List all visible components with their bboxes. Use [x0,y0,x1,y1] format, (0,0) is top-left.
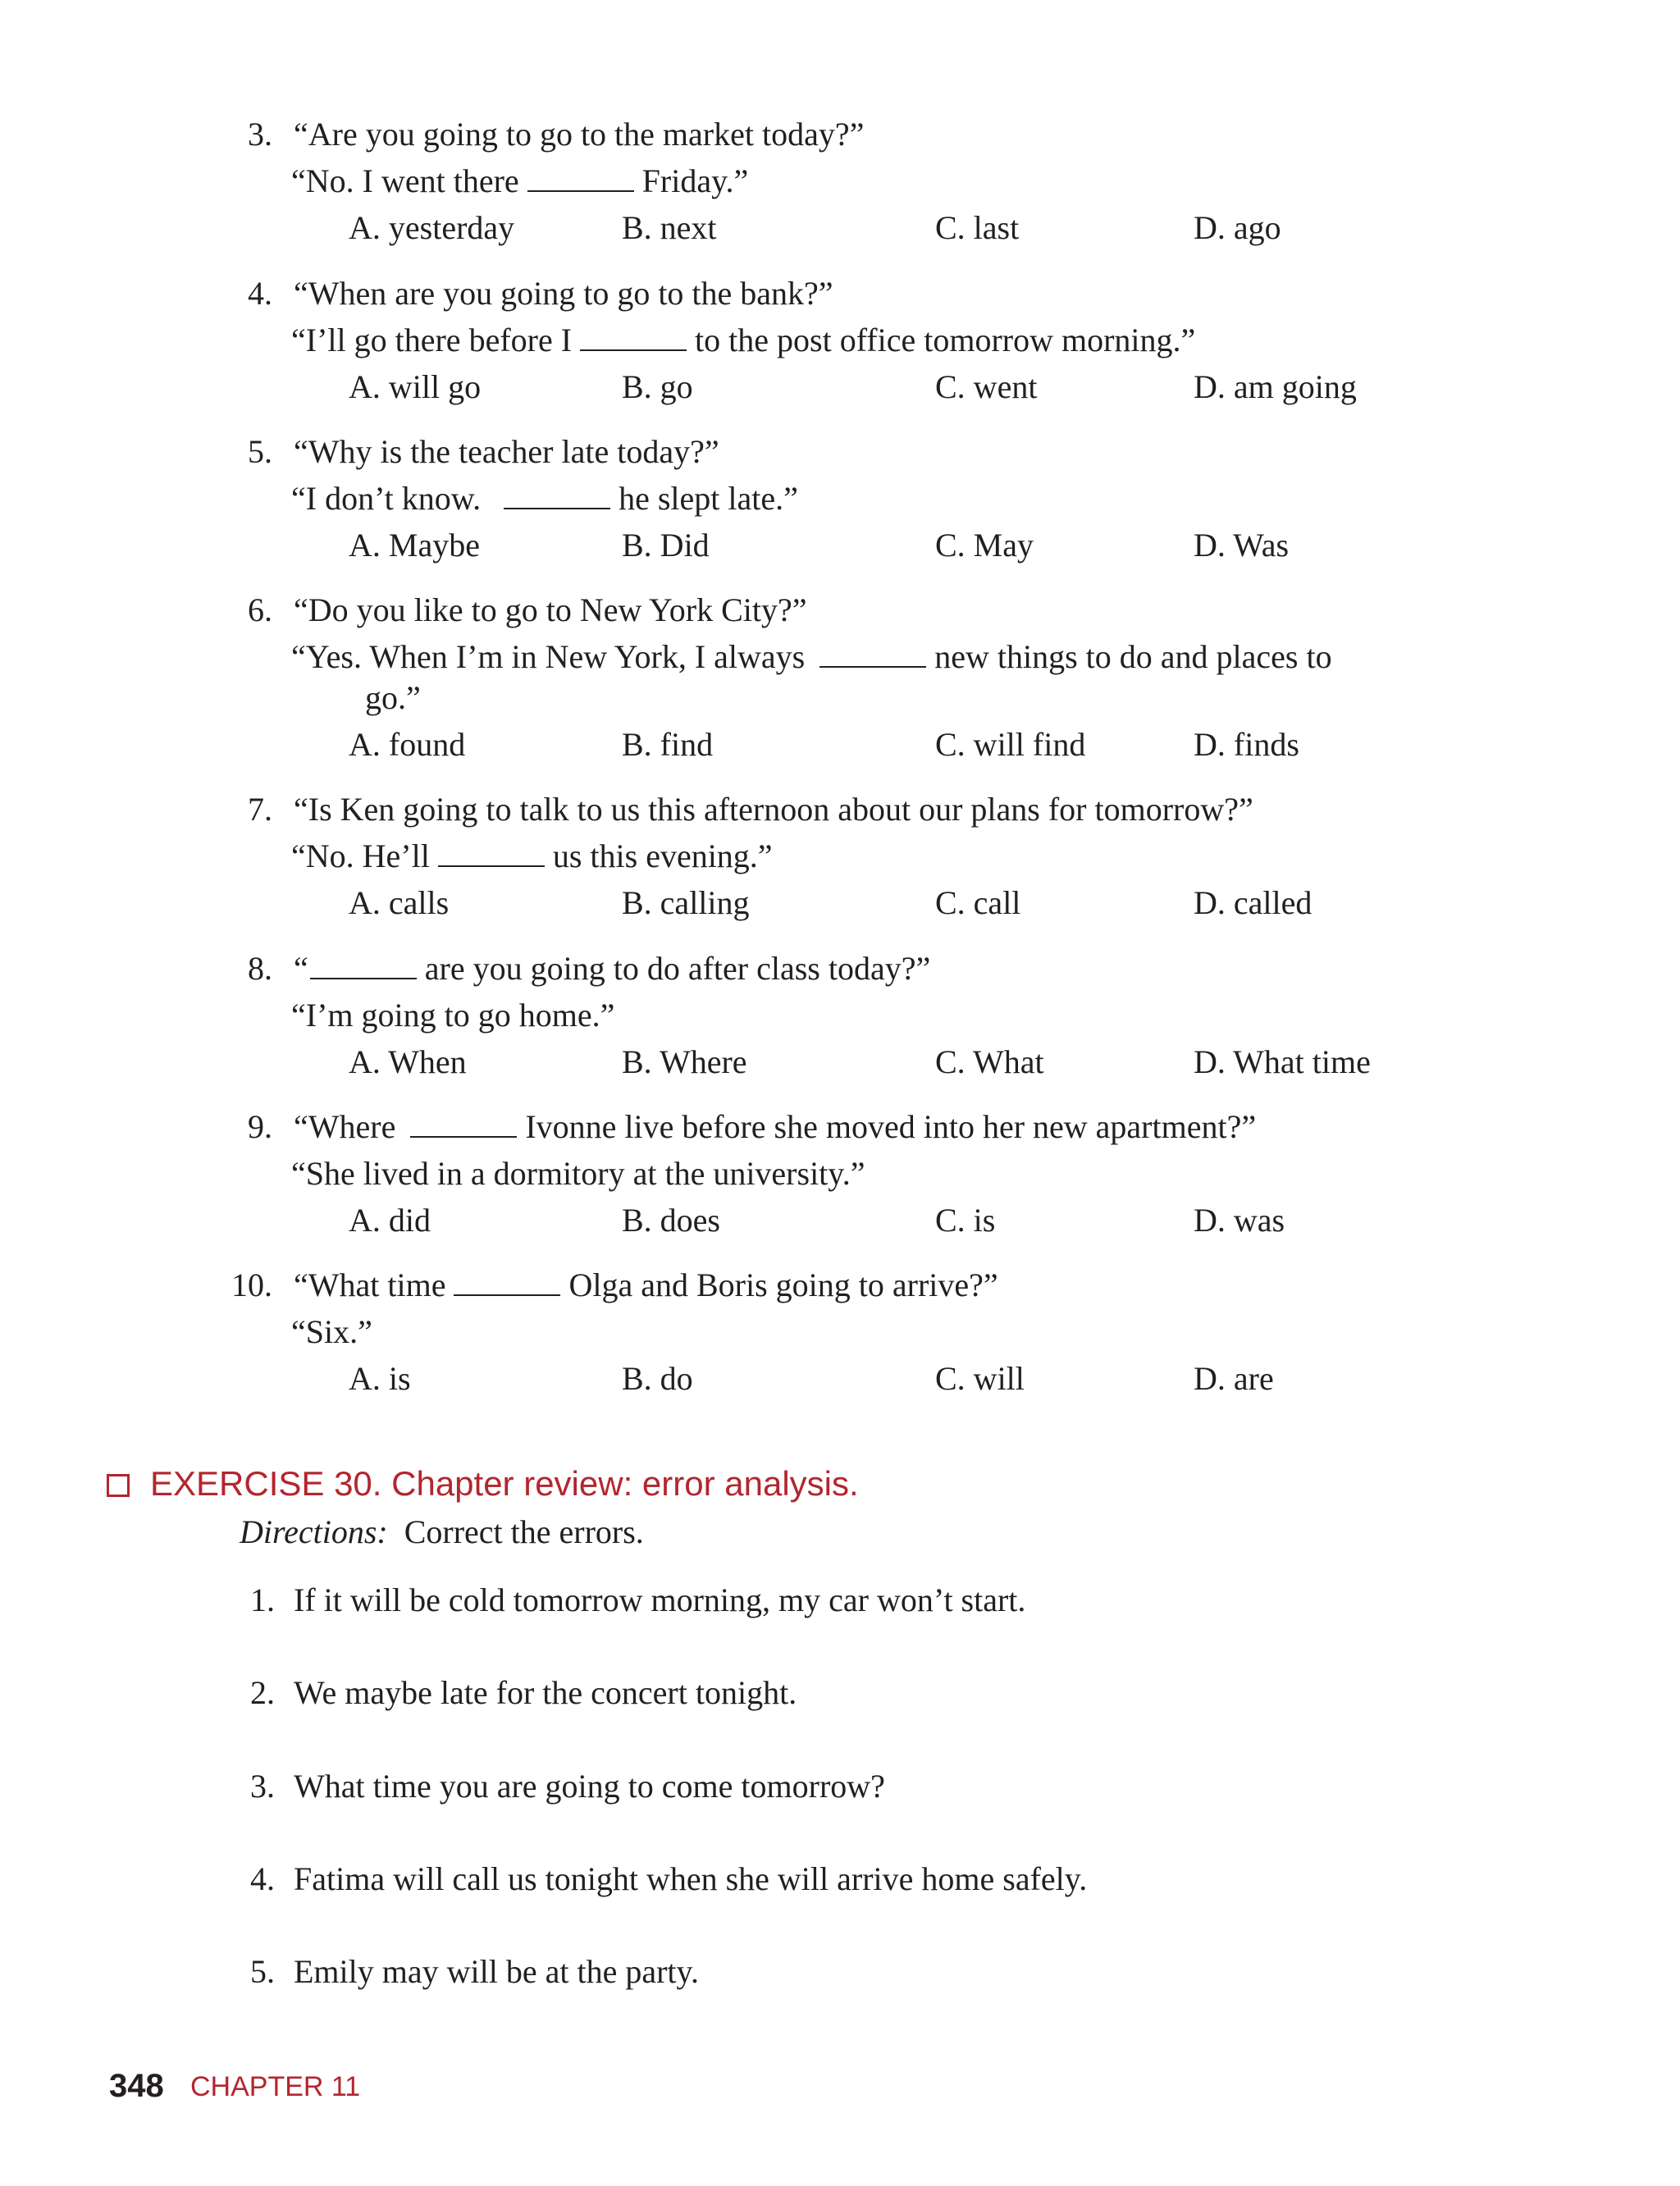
error-sentence[interactable]: If it will be cold tomorrow morning, my car won’t start. [294,1581,1026,1618]
option-d[interactable]: D. am going [1194,368,1357,405]
question-prompt: “Where Ivonne live before she moved into her new apartment?” [294,1108,1257,1145]
question-number: 7. [248,791,272,828]
question-prompt: “ are you going to do after class today?” [294,950,931,987]
question-prompt: “What time Olga and Boris going to arrive?” [294,1266,998,1303]
option-b[interactable]: B. does [622,1202,720,1239]
question-prompt: “When are you going to go to the bank?” [294,275,833,312]
error-sentence[interactable]: Fatima will call us tonight when she will arrive home safely. [294,1860,1088,1897]
question-prompt: “Are you going to go to the market today?” [294,116,865,153]
option-a[interactable]: A. When [349,1043,467,1080]
question-response: “I don’t know. he slept late.” [291,480,798,517]
directions [240,1513,644,1552]
question-number: 3. [248,116,272,153]
option-a[interactable]: A. yesterday [349,209,515,246]
option-d[interactable]: D. ago [1194,209,1281,246]
option-b[interactable]: B. Did [622,527,710,564]
question-number: 6. [248,591,272,628]
question-response-continued: go.” [365,679,421,716]
checkbox-icon[interactable] [107,1474,130,1497]
option-b[interactable]: B. find [622,726,714,763]
question-number: 8. [248,950,272,987]
question-number: 5. [248,433,272,470]
answer-blank[interactable] [454,1270,560,1296]
question-number: 4. [248,275,272,312]
question-response: “I’ll go there before I to the post office tomorrow morning.” [291,322,1196,358]
question-number: 10. [231,1266,272,1303]
item-number: 1. [250,1581,275,1618]
option-c[interactable]: C. May [935,527,1034,564]
option-b[interactable]: B. calling [622,884,750,921]
question-response: “She lived in a dormitory at the university.” [291,1155,865,1192]
option-d[interactable]: D. What time [1194,1043,1371,1080]
option-a[interactable]: A. found [349,726,466,763]
question-response: “Six.” [291,1313,372,1350]
question-response: “I’m going to go home.” [291,997,615,1034]
option-b[interactable]: B. do [622,1360,693,1397]
option-c[interactable]: C. last [935,209,1020,246]
item-number: 2. [250,1674,275,1711]
option-b[interactable]: B. Where [622,1043,747,1080]
page-number: 348 [109,2068,164,2104]
question-response: “Yes. When I’m in New York, I always new things to do and places to [291,638,1332,675]
answer-blank[interactable] [819,641,926,668]
option-c[interactable]: C. What [935,1043,1044,1080]
option-a[interactable]: A. Maybe [349,527,480,564]
option-c[interactable]: C. went [935,368,1038,405]
item-number: 5. [250,1953,275,1990]
answer-blank[interactable] [527,166,634,192]
option-d[interactable]: D. called [1194,884,1312,921]
item-number: 3. [250,1768,275,1805]
question-prompt: “Why is the teacher late today?” [294,433,719,470]
chapter-label: CHAPTER 11 [190,2071,361,2102]
question-prompt: “Is Ken going to talk to us this afternoon about our plans for tomorrow?” [294,791,1253,828]
directions-text: Correct the errors. [404,1513,644,1550]
option-d[interactable]: D. Was [1194,527,1290,564]
option-b[interactable]: B. go [622,368,693,405]
answer-blank[interactable] [410,1111,517,1138]
option-c[interactable]: C. will find [935,726,1086,763]
error-sentence[interactable]: We maybe late for the concert tonight. [294,1674,797,1711]
answer-blank[interactable] [580,325,687,351]
error-sentence[interactable]: Emily may will be at the party. [294,1953,699,1990]
question-number: 9. [248,1108,272,1145]
question-prompt: “Do you like to go to New York City?” [294,591,807,628]
answer-blank[interactable] [310,953,417,979]
option-c[interactable]: C. is [935,1202,996,1239]
option-a[interactable]: A. did [349,1202,431,1239]
option-a[interactable]: A. is [349,1360,411,1397]
question-response: “No. I went there Friday.” [291,162,749,199]
option-c[interactable]: C. will [935,1360,1025,1397]
item-number: 4. [250,1860,275,1897]
answer-blank[interactable] [504,483,610,509]
question-response: “No. He’ll us this evening.” [291,837,773,874]
option-a[interactable]: A. calls [349,884,450,921]
option-d[interactable]: D. was [1194,1202,1285,1239]
option-b[interactable]: B. next [622,209,717,246]
error-sentence[interactable]: What time you are going to come tomorrow? [294,1768,885,1805]
directions-label: Directions: [240,1513,388,1550]
option-c[interactable]: C. call [935,884,1021,921]
exercise-title: EXERCISE 30. Chapter review: error analysis. [150,1464,859,1503]
option-d[interactable]: D. finds [1194,726,1299,763]
option-a[interactable]: A. will go [349,368,482,405]
option-d[interactable]: D. are [1194,1360,1274,1397]
answer-blank[interactable] [438,841,545,867]
